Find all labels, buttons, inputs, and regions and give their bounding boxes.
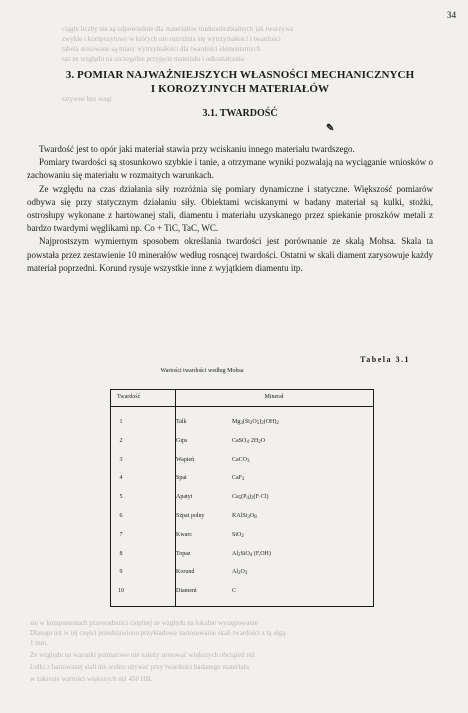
table-label: Tabela 3.1 xyxy=(360,355,410,364)
mineral-formula: $CaSO_4\cdot 2H_2O$ xyxy=(232,437,266,445)
mineral-name: Korund xyxy=(176,569,195,576)
table-header xyxy=(111,390,373,407)
paragraph-definition: Twardość jest to opór jaki materiał stawia przy wciskaniu innego materiału twardszego. xyxy=(39,144,355,154)
mineral-name: Talk xyxy=(176,419,187,425)
mohs-table xyxy=(110,389,374,607)
table-row xyxy=(111,415,373,431)
chapter-title xyxy=(40,68,440,96)
bleed-through-text: tabela stosowane są miary wytrzymałości dla twardości elementarnych xyxy=(62,45,261,53)
mineral-formula: $Mg_3(Si_2O_5)_2(OH)_2$ xyxy=(232,419,279,426)
paragraph-measurement: Pomiary twardości są stosunkowo szybkie i tanie, a otrzymane wyniki pozwalają na wyciąganie wniosków o zachowaniu się materiału w rozmaitych warunkach. xyxy=(27,157,433,181)
hardness-value: 9 xyxy=(119,569,123,576)
body-text xyxy=(27,143,433,275)
bleed-through-text: się w komponentach przewodności cieplnej ze względu na lokalne występowanie xyxy=(30,619,259,627)
hardness-value: 6 xyxy=(119,513,123,519)
bleed-through-text: sztywne bez wagi xyxy=(62,95,112,103)
bleed-through-text: zwykłe i kompozytowe w których nie rozróżnia się wytrzymałości i twardości xyxy=(62,35,281,43)
table-row xyxy=(111,547,373,563)
hardness-value: 2 xyxy=(119,437,123,444)
mineral-name: Diament xyxy=(176,588,197,595)
mineral-formula: $Ca_5(P_4)_3(F\cdot Cl)$ xyxy=(232,494,269,502)
table-row xyxy=(111,471,373,487)
mineral-formula: C xyxy=(232,588,237,595)
table-row xyxy=(111,584,373,600)
page-number: 34 xyxy=(447,10,456,20)
mineral-formula: SiO$_2$ xyxy=(232,531,244,539)
hardness-value: 1 xyxy=(119,419,123,425)
bleed-through-text: Ze względu na warunki pomiarowe nie należy stosować większych obciążeń niż xyxy=(30,651,256,659)
table-row xyxy=(111,509,373,525)
hardness-value: 8 xyxy=(119,550,123,557)
header-hardness: Twardość xyxy=(117,394,141,400)
mineral-name: Topaz xyxy=(176,550,191,557)
hardness-value: 4 xyxy=(119,475,123,482)
table-row xyxy=(111,434,373,450)
header-mineral: Minerał xyxy=(264,394,284,400)
table-row xyxy=(111,528,373,544)
table-caption: Wartości twardości według Mohsa xyxy=(160,368,244,374)
ink-mark: ✎ xyxy=(326,123,335,134)
bleed-through-text: Dlatego też w tej części przedstawiono przykładowe zastosowanie skali twardości z tą ulgą xyxy=(30,629,286,637)
bleed-through-text: w zakresie wartości większych niż 450 HB. xyxy=(30,675,153,683)
section-title: 3.1. TWARDOŚĆ xyxy=(202,108,278,119)
mineral-formula: $Al_2SiO_4$ (F,OH) xyxy=(232,550,271,558)
mineral-name: Gips xyxy=(176,437,188,444)
mineral-name: Apatyt xyxy=(176,494,193,501)
mineral-name: Spat xyxy=(176,475,187,482)
bleed-through-text: 1 mm. xyxy=(30,639,48,647)
mineral-name: Szpat polny xyxy=(176,513,205,519)
mineral-name: Wapień xyxy=(176,456,195,463)
hardness-value: 7 xyxy=(119,531,123,538)
table-row xyxy=(111,490,373,506)
mineral-formula: CaCO$_3$ xyxy=(232,456,250,464)
table-row xyxy=(111,565,373,581)
hardness-value: 10 xyxy=(118,588,124,595)
bleed-through-text: Lulki z hartowanej stali nie wolno używać przy twardości badanego materiału xyxy=(30,663,249,671)
mineral-formula: CaF$_2$ xyxy=(232,475,245,483)
bleed-through-text: ciągle liczby nie są odpowiednie dla materiałów trudnoobrabialnych jak tworzywa xyxy=(62,25,294,33)
paragraph-mohs-scale: Najprostszym wymiernym sposobem określania twardości jest porównanie ze skalą Mohsa. Skala ta powstała przez zestawienie 10 minerałów według rosnącej twardości. Ostatni w skali diament zarysowuje każdy materiał poprzedni. Korund rysuje wszystkie inne z wyjątkiem diamentu itp. xyxy=(27,236,433,273)
mineral-formula: $Al_2O_3$ xyxy=(232,569,248,577)
table-row xyxy=(111,453,373,469)
bleed-through-text: raz ze względu na szczególne przyjęcie materiału i odkształcenia xyxy=(62,55,244,63)
mineral-formula: $KAlSi_3O_8$ xyxy=(232,513,257,520)
chapter-title-line-1: 3. POMIAR NAJWAŻNIEJSZYCH WŁASNOŚCI MECHANICZNYCH xyxy=(65,69,415,81)
paragraph-static-dynamic: Ze względu na czas działania siły rozróżnia się pomiary dynamiczne i statyczne. Większość pomiarów odbywa się przy statycznym działaniu siły. Obiektami wciskanymi w badany materiał są kulki, stożki, ostrosłupy wykonane z hartowanej stali, diamentu i materiału uzyskanego przez spiekanie proszków metali z bardzo twardymi węglikami np. Co + TiC, TaC, WC. xyxy=(27,183,433,234)
hardness-value: 3 xyxy=(119,456,123,463)
hardness-value: 5 xyxy=(119,494,123,501)
mineral-name: Kwarc xyxy=(176,531,192,538)
chapter-title-line-2: I KOROZYJNYCH MATERIAŁÓW xyxy=(150,83,330,95)
